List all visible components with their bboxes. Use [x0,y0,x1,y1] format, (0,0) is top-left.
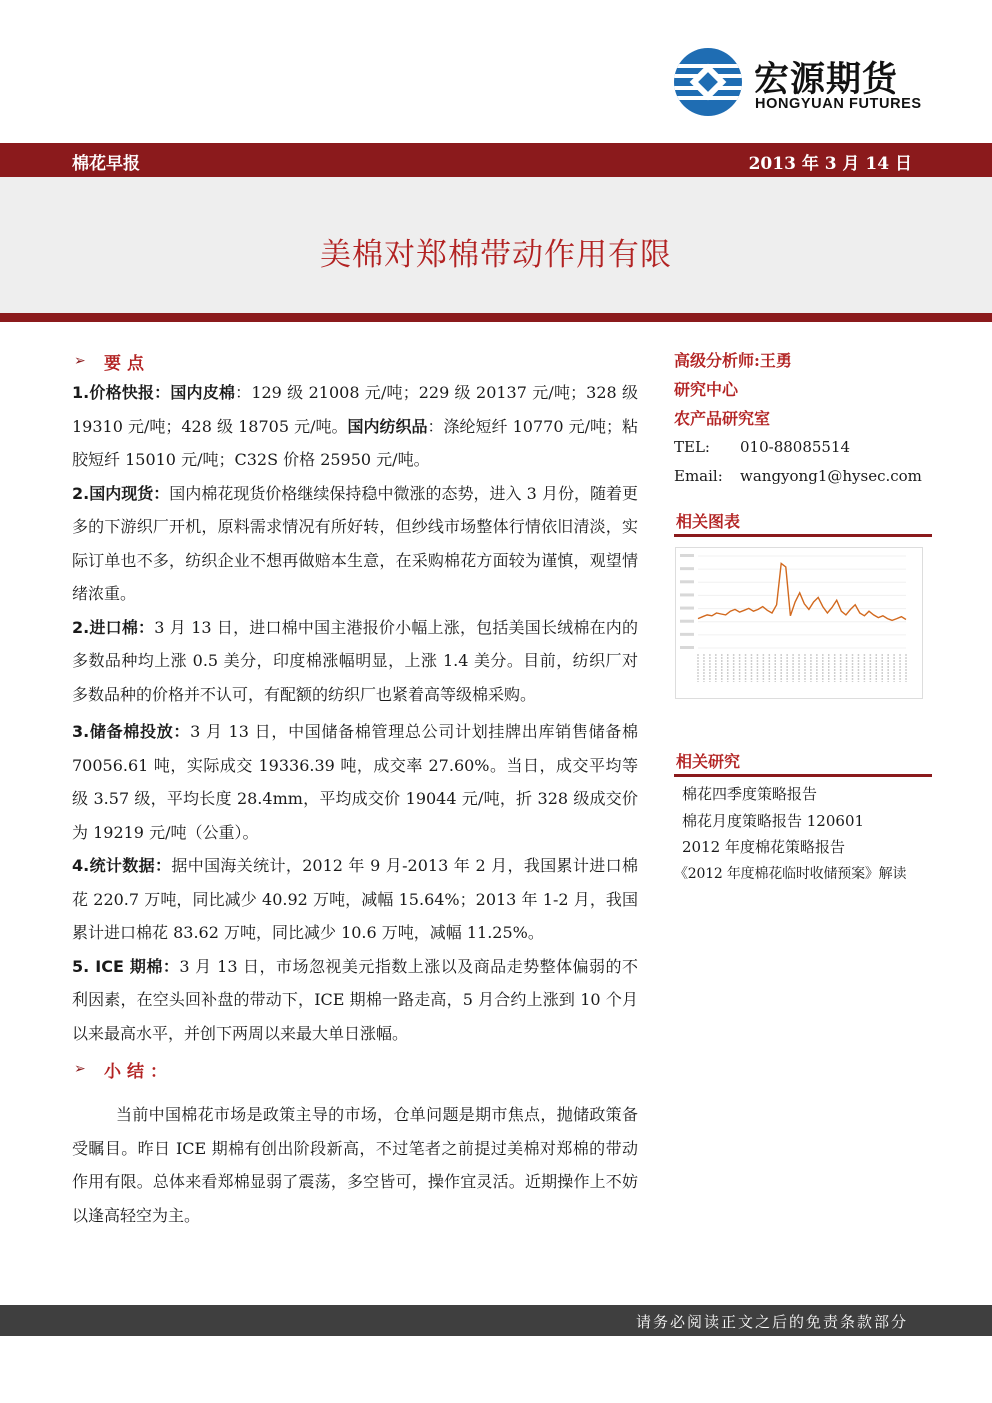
key-point-text: ：涤纶短纤 10770 元/吨；粘胶短纤 15010 元/吨；C32S 价格 25950 元/吨。 [72,416,638,469]
related-research-item[interactable]: 2012 年度棉花策略报告 [682,838,845,856]
key-point-text: 3 月 13 日，中国储备棉管理总公司计划挂牌出库销售储备棉 70056.61 吨，实际成交 19336.39 吨，成交率 27.60%。当日，成交平均等级 3.57 级，平均长度 28.4mm，平均成交价 19044 元/吨，折 328 级成交价为 19219 元/吨（公重）。 [72,722,638,842]
disclaimer-note: 请务必阅读正文之后的免责条款部分 [635,1313,908,1331]
related-research-item[interactable]: 《2012 年度棉花临时收储预案》解读 [674,865,907,882]
key-point-3 [72,611,638,712]
key-point-1 [72,376,638,477]
key-point-6 [72,950,638,1051]
summary-label: 小结： [104,1061,173,1082]
arrow-bullet-icon: ➢ [74,1061,86,1077]
key-point-head: 2.进口棉： [72,617,155,637]
key-point-head: 1.价格快报： [72,383,171,402]
related-research-heading: 相关研究 [674,747,932,777]
chart-y-tick [680,633,694,636]
footer-bar [0,1305,992,1336]
main-column [72,346,638,1232]
related-research-item[interactable]: 棉花四季度策略报告 [682,785,818,803]
analyst-name: 高级分析师:王勇 [674,351,792,370]
tel-value: 010-88085514 [740,438,851,456]
key-point-text: 国内棉花现货价格继续保持稳中微涨的态势，进入 3 月份，随着更多的下游织厂开机，原料需求情况有所好转，但纱线市场整体行情依旧清淡，实际订单也不多，纺织企业不想再做赔本生意，在采购棉花方面较为谨慎，观望情绪浓重。 [72,483,638,603]
email-row [674,462,932,491]
dept-agri-research: 农产品研究室 [674,409,771,428]
chart-series-line [698,563,906,620]
chart-y-tick [680,593,694,596]
related-chart [675,547,923,699]
key-point-text: 3 月 13 日，进口棉中国主港报价小幅上涨，包括美国长绒棉在内的多数品种均上涨 0.5 美分，印度棉涨幅明显，上涨 1.4 美分。目前，纺织厂对多数品种的价格并不认可，有配额的纺织厂也紧着高等级棉采购。 [72,617,638,704]
title-band [0,177,992,313]
key-point-4 [72,715,638,849]
price-line-chart [676,548,922,698]
email-label: Email: [674,467,723,485]
dept-research-center: 研究中心 [674,380,739,399]
key-point-text: 据中国海关统计，2012 年 9 月-2013 年 2 月，我国累计进口棉花 220.7 万吨，同比减少 40.92 万吨，减幅 15.64%；2013 年 1-2 月，我国累计进口棉花 83.62 万吨，同比减少 10.6 万吨，减幅 11.25%。 [72,856,638,942]
summary-heading [72,1054,638,1084]
report-date: 2013 年 3 月 14 日 [748,154,912,174]
report-type: 棉花早报 [72,154,140,174]
key-point-bold: 国内皮棉 [170,383,236,402]
related-research-item[interactable]: 棉花月度策略报告 120601 [682,811,865,830]
key-points-label: 要点 [104,353,150,374]
company-logo [674,48,922,118]
summary-text: 当前中国棉花市场是政策主导的市场，仓单问题是期市焦点，抛储政策备受瞩目。昨日 ICE 期棉有创出阶段新高，不过笔者之前提过美棉对郑棉的带动作用有限。总体来看郑棉显弱了震荡，多空皆可，操作宜灵活。近期操作上不妨以逢高轻空为主。 [72,1105,638,1225]
key-point-bold: 国内纺织品 [347,416,428,436]
key-points-heading [72,346,638,376]
tel-row [674,433,932,462]
key-point-head: 4.统计数据： [72,856,172,875]
logo-chinese-name: 宏源期货 [754,60,899,100]
chart-y-tick [680,580,694,583]
chart-y-tick [680,554,694,557]
chart-y-tick [680,567,694,570]
report-title: 美棉对郑棉带动作用有限 [320,237,672,273]
logo-emblem-icon [674,48,742,116]
logo-english-name: HONGYUAN FUTURES [755,96,922,112]
report-header-bar [0,143,992,177]
key-point-head: 5. ICE 期棉： [72,956,180,976]
title-divider [0,313,992,322]
related-chart-heading: 相关图表 [674,507,932,537]
key-point-2 [72,477,638,611]
sidebar [674,346,932,887]
key-point-text: 3 月 13 日，市场忽视美元指数上涨以及商品走势整体偏弱的不利因素，在空头回补盘的带动下，ICE 期棉一路走高，5 月合约上涨到 10 个月 以来最高水平，并创下两周以来最大单日涨幅。 [72,956,638,1043]
related-research-list [674,777,932,887]
key-point-head: 3.储备棉投放： [72,722,191,741]
chart-y-tick [680,620,694,623]
chart-y-tick [680,646,694,649]
email-value[interactable]: wangyong1@hysec.com [740,467,922,485]
arrow-bullet-icon: ➢ [74,353,86,369]
key-point-5 [72,849,638,950]
tel-label: TEL: [674,438,710,456]
key-point-head: 2.国内现货： [72,483,170,503]
chart-y-tick [680,607,694,610]
key-point-text: ：129 级 21008 元/吨；229 级 20137 元/吨；328 级 19310 元/吨；428 级 18705 元/吨。 [72,383,638,436]
